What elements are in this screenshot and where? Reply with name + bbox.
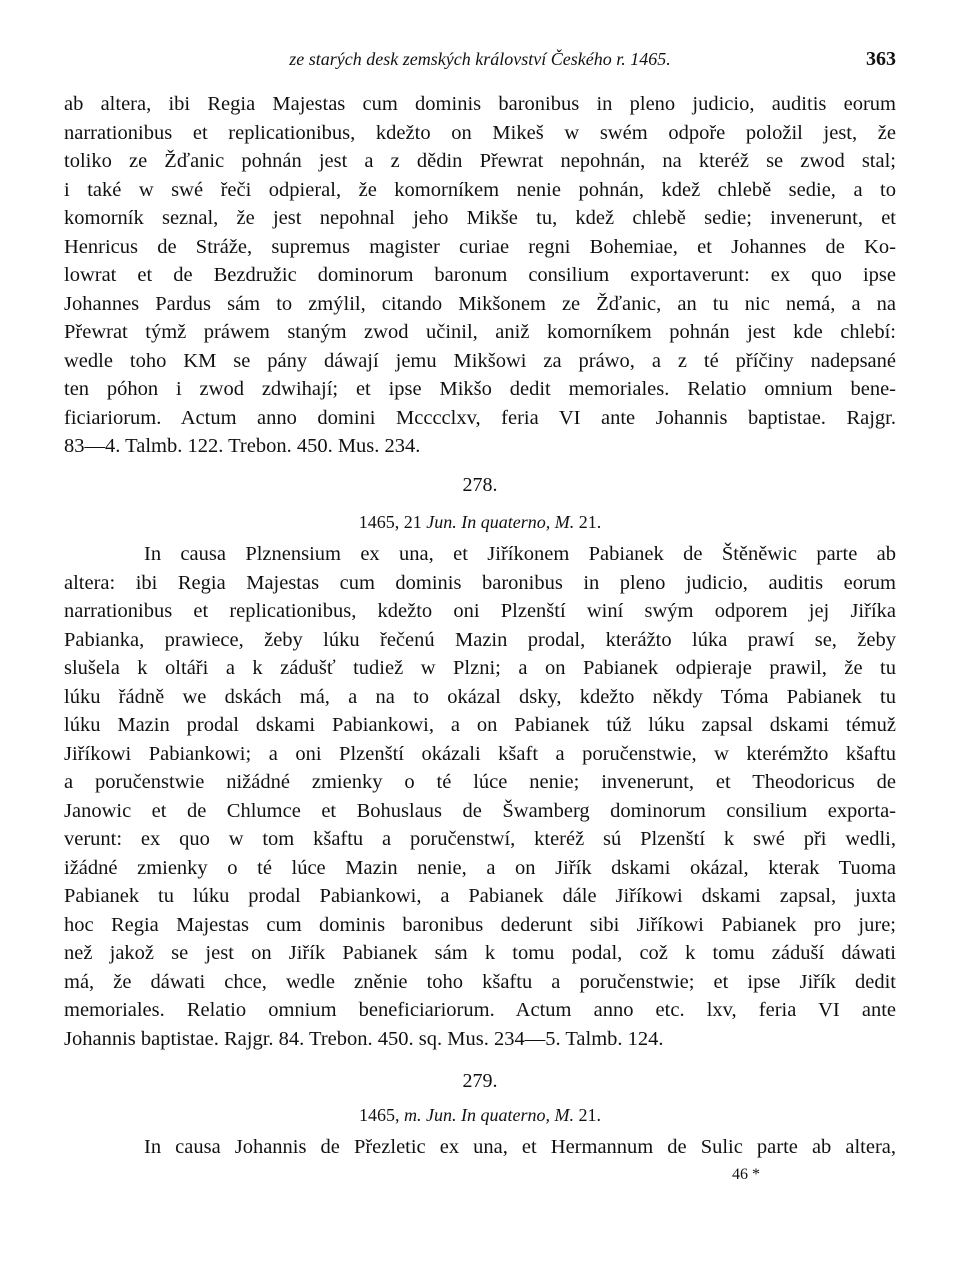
text-line: Přewrat týmž práwem staným zwod učinil, aniž komorníkem pohnán jest kde chlebí: (64, 321, 896, 343)
page (64, 0, 896, 1284)
text-line: komorník seznal, že jest nepohnal jeho Mikše tu, kdež chlebě sedie; invenerunt, et (64, 207, 896, 229)
entry-278-body (64, 540, 896, 1053)
text-line: slušela k oltáři a k zádušť tudiež w Plzni; a on Pabianek odpieraje prawil, že tu (64, 657, 896, 679)
text-line: memoriales. Relatio omnium beneficiariorum. Actum anno etc. lxv, feria VI ante (64, 999, 896, 1021)
text-line: lowrat et de Bezdružic dominorum baronum consilium exportaverunt: ex quo ipse (64, 264, 896, 286)
text-line: 83—4. Talmb. 122. Trebon. 450. Mus. 234. (64, 435, 421, 457)
heading-month: m. Jun. (404, 1105, 457, 1125)
intro-paragraph (64, 90, 896, 461)
entry-heading-278 (64, 512, 896, 533)
text-line: Jiříkowi Pabiankowi; a oni Plzenští okázali kšaft a poručenstwie, w kterémžto kšaftu (64, 742, 896, 765)
text-line: lúku Mazin prodal dskami Pabiankowi, a on Pabianek túž lúku zapsal dskami témuž (64, 714, 896, 736)
text-line: Pabianka, prawiece, žeby lúku řečenú Mazin prodal, kterážto lúka prawí se, žeby (64, 628, 896, 651)
heading-date: 1465, 21 (358, 512, 422, 532)
text-line: hoc Regia Majestas cum dominis baronibus dederunt sibi Jiříkowi Pabianek pro jure; (64, 913, 896, 936)
text-line: Henricus de Stráže, supremus magister curiae regni Bohemiae, et Johannes de Ko- (64, 235, 896, 258)
text-line: narrationibus et replicationibus, kdežto on Mikeš w swém odpoře položil jest, že (64, 121, 896, 144)
heading-source: In quaterno, (461, 1105, 550, 1125)
signature-mark: 46 * (732, 1166, 760, 1183)
heading-num: 21. (578, 512, 602, 532)
text-line: verunt: ex quo w tom kšaftu a poručenstwí, kteréž sú Plzenští k swé při wedli, (64, 828, 896, 850)
text-line: ficiariorum. Actum anno domini Mcccclxv, feria VI ante Johannis baptistae. Rajgr. (64, 406, 896, 429)
text-line: i také w swé řeči odpieral, že komorníkem nenie pohnán, kdež chlebě sedie, a to (64, 178, 896, 201)
page-number: 363 (866, 48, 896, 70)
heading-ref: M. (554, 512, 575, 532)
text-line: altera: ibi Regia Majestas cum dominis baronibus in pleno judicio, auditis eorum (64, 571, 896, 594)
heading-ref: M. (554, 1105, 574, 1125)
heading-source: In quaterno, (461, 512, 551, 532)
running-title: ze starých desk zemských království Českého r. 1465. (289, 49, 671, 69)
text-line: In causa Johannis de Přezletic ex una, et Hermannum de Sulic parte ab altera, (144, 1136, 896, 1158)
page-header (64, 46, 896, 76)
text-line: lúku řádně we dskách má, a na to okázal dsky, kdežto někdy Tóma Pabianek tu (64, 685, 896, 708)
text-line: Johannes Pardus sám to zmýlil, citando Mikšonem ze Žďanic, an tu nic nemá, a na (64, 292, 896, 315)
entry-279-body (64, 1133, 896, 1162)
entry-number-279: 279. (462, 1070, 498, 1092)
entry-heading-279 (64, 1105, 896, 1126)
heading-date: 1465, (359, 1105, 400, 1125)
text-line: ten póhon i zwod zdwihají; et ipse Mikšo dedit memoriales. Relatio omnium bene- (64, 378, 896, 400)
heading-month: Jun. (426, 512, 457, 532)
text-line: ab altera, ibi Regia Majestas cum dominis baronibus in pleno judicio, auditis eorum (64, 93, 896, 115)
entry-number-278: 278. (462, 474, 498, 496)
text-line: má, že dáwati chce, wedle zněnie toho kšaftu a poručenstwie; et ipse Jiřík dedit (64, 970, 896, 993)
text-line: Pabianek tu lúku prodal Pabiankowi, a Pabianek dále Jiříkowi dskami zapsal, juxta (64, 885, 896, 907)
heading-num: 21. (578, 1105, 601, 1125)
text-line: In causa Plznensium ex una, et Jiříkonem Pabianek de Štěněwic parte ab (144, 543, 896, 565)
text-line: a poručenstwie nižádné zmienky o té lúce nenie; invenerunt, et Theodoricus de (64, 771, 896, 793)
text-line: Johannis baptistae. Rajgr. 84. Trebon. 450. sq. Mus. 234—5. Talmb. 124. (64, 1027, 664, 1050)
text-line: než jakož se jest on Jiřík Pabianek sám k tomu podal, což k tomu záduší dáwati (64, 942, 896, 964)
text-line: ižádné zmienky o té lúce Mazin nenie, a on Jiřík dskami okázal, kterak Tuoma (64, 856, 896, 879)
text-line: wedle toho KM se pány dáwají jemu Mikšowi za práwo, a z té příčiny nadepsané (64, 349, 896, 372)
text-line: narrationibus et replicationibus, kdežto oni Plzenští winí swým odporem jej Jiříka (64, 600, 896, 622)
text-line: Janowic et de Chlumce et Bohuslaus de Šwamberg dominorum consilium exporta- (64, 799, 896, 822)
text-line: toliko ze Žďanic pohnán jest a z dědin Přewrat nepohnán, na kteréž se zwod stal; (64, 150, 896, 172)
